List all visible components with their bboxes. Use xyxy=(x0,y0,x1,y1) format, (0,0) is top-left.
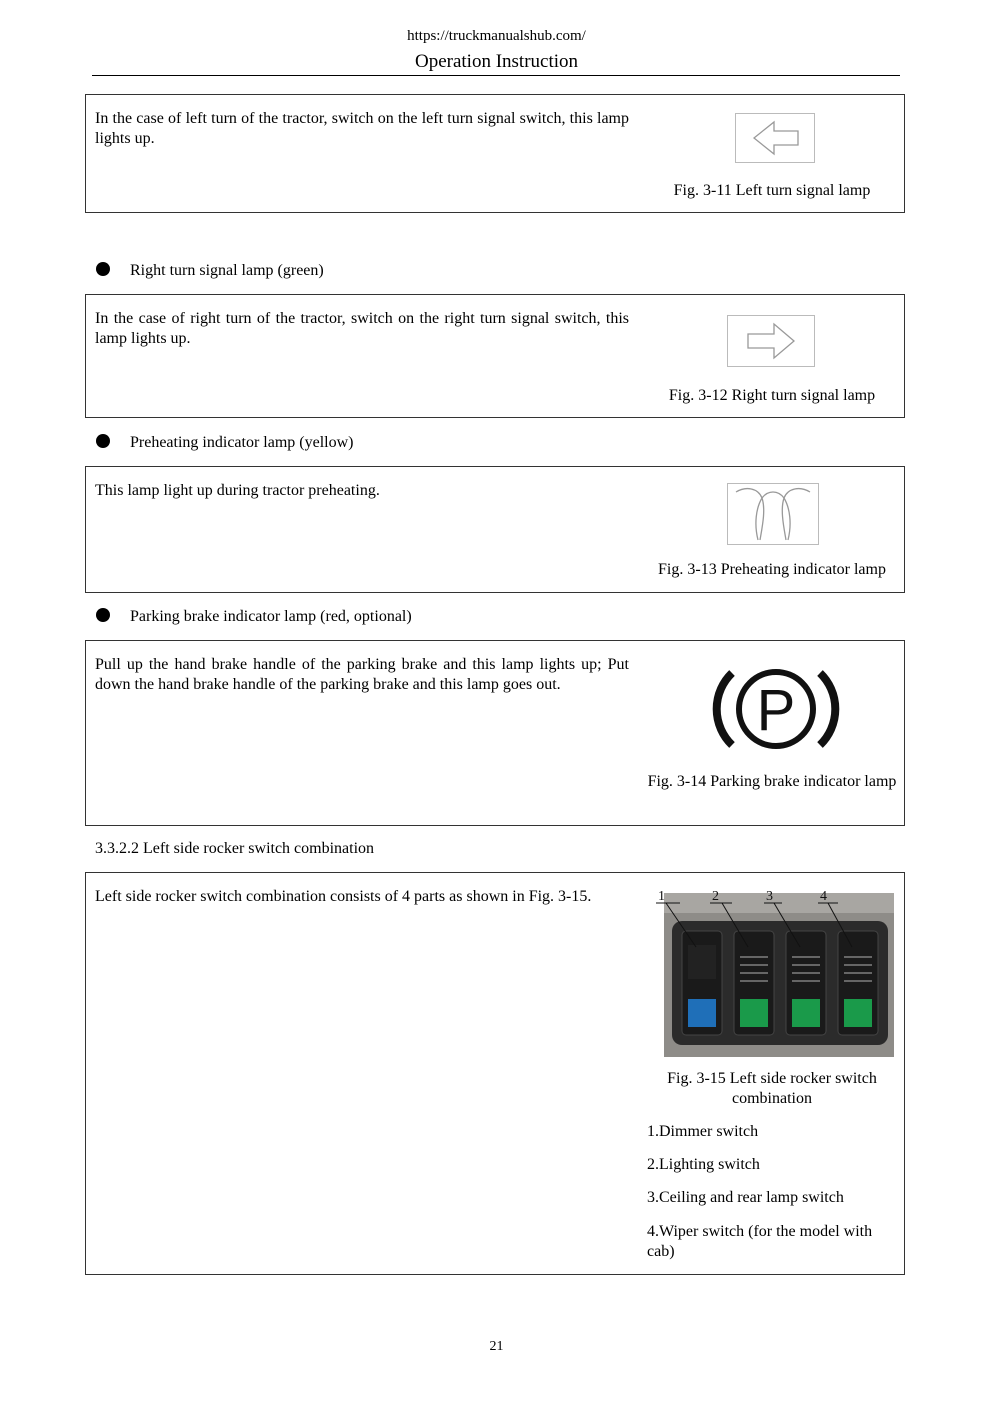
preheating-heading-text: Preheating indicator lamp (yellow) xyxy=(130,434,354,451)
right-turn-lamp-box xyxy=(85,294,905,418)
page-number: 21 xyxy=(489,1339,504,1354)
right-turn-heading xyxy=(96,262,324,280)
photo-label-2: 2 xyxy=(712,889,719,904)
right-turn-heading-text: Right turn signal lamp (green) xyxy=(130,262,324,279)
rocker-switch-photo xyxy=(652,887,897,1059)
photo-label-1: 1 xyxy=(658,889,665,904)
preheating-heading xyxy=(96,434,353,452)
fig-3-14-caption: Fig. 3-14 Parking brake indicator lamp xyxy=(647,773,897,790)
legend-item-2: 2.Lighting switch xyxy=(647,1156,760,1173)
left-arrow-icon xyxy=(735,113,815,163)
fig-3-12-caption: Fig. 3-12 Right turn signal lamp xyxy=(668,387,876,404)
bullet-icon xyxy=(96,262,110,276)
parking-brake-heading xyxy=(96,608,412,626)
legend-item-3: 3.Ceiling and rear lamp switch xyxy=(647,1189,844,1206)
rocker-description: Left side rocker switch combination consists of 4 parts as shown in Fig. 3-15. xyxy=(95,888,592,905)
rocker-section-heading: 3.3.2.2 Left side rocker switch combination xyxy=(95,840,375,857)
glow-plug-icon xyxy=(727,483,819,545)
bullet-icon xyxy=(96,434,110,448)
preheating-lamp-box xyxy=(85,466,905,593)
left-turn-description: In the case of left turn of the tractor, switch on the left turn signal switch, this lamp lights up. xyxy=(95,110,629,147)
legend-item-1: 1.Dimmer switch xyxy=(647,1123,759,1140)
parking-brake-icon xyxy=(712,659,840,759)
parking-brake-lamp-box xyxy=(85,640,905,826)
fig-3-15-caption: Fig. 3-15 Left side rocker switch combination xyxy=(667,1070,877,1107)
source-url: https://truckmanualshub.com/ xyxy=(407,28,586,44)
right-arrow-icon xyxy=(727,315,815,367)
parking-brake-description: Pull up the hand brake handle of the parking brake and this lamp lights up; Put down the hand brake handle of the parking brake and this lamp goes out. xyxy=(95,656,629,693)
parking-brake-heading-text: Parking brake indicator lamp (red, optional) xyxy=(130,608,412,625)
rocker-switch-box xyxy=(85,872,905,1275)
photo-label-3: 3 xyxy=(766,889,773,904)
bullet-icon xyxy=(96,608,110,622)
legend-item-4: 4.Wiper switch (for the model with cab) xyxy=(647,1223,873,1260)
right-turn-description: In the case of right turn of the tractor, switch on the right turn signal switch, this lamp lights up. xyxy=(95,310,629,347)
fig-3-13-caption: Fig. 3-13 Preheating indicator lamp xyxy=(658,561,886,578)
page-header-title: Operation Instruction xyxy=(414,51,579,72)
parking-p-letter: P xyxy=(756,678,796,743)
fig-3-11-caption: Fig. 3-11 Left turn signal lamp xyxy=(673,182,871,199)
left-turn-lamp-box xyxy=(85,94,905,213)
photo-label-4: 4 xyxy=(820,889,827,904)
header-divider xyxy=(92,75,900,76)
preheating-description: This lamp light up during tractor preheating. xyxy=(95,482,380,499)
